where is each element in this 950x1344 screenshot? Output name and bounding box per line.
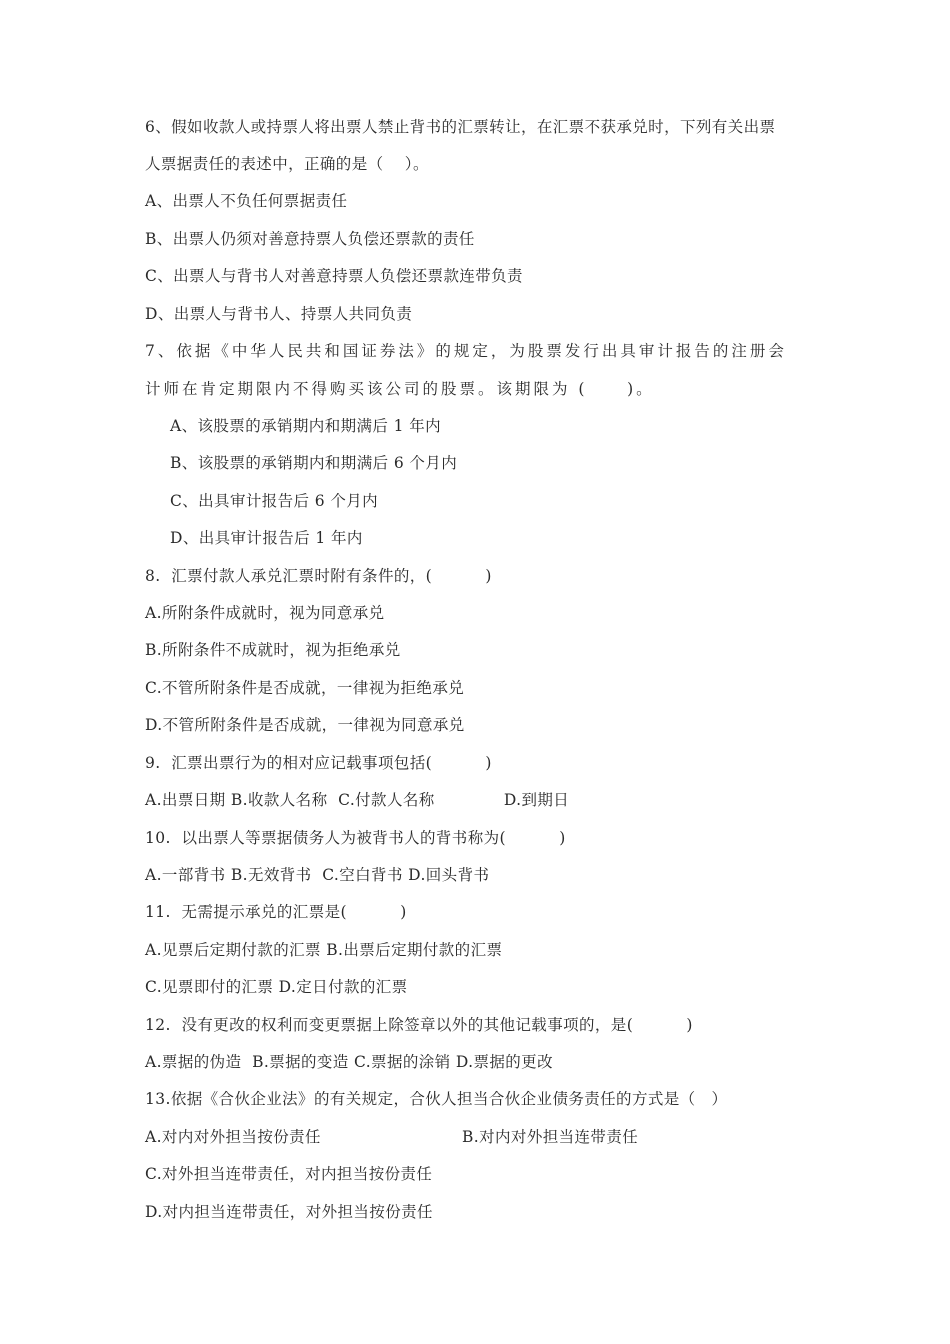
question-7-option-d: D、出具审计报告后 1 年内 <box>170 529 363 547</box>
question-6-option-d: D、出票人与背书人、持票人共同负责 <box>145 305 413 323</box>
question-7-option-a: A、该股票的承销期内和期满后 1 年内 <box>170 417 442 435</box>
question-9-stem: 9. 汇票出票行为的相对应记载事项包括( ) <box>145 754 492 772</box>
question-11-options-line-1: A.见票后定期付款的汇票 B.出票后定期付款的汇票 <box>145 941 503 959</box>
question-12-stem: 12. 没有更改的权利而变更票据上除签章以外的其他记载事项的，是( ) <box>145 1016 693 1034</box>
question-6-option-c: C、出票人与背书人对善意持票人负偿还票款连带负责 <box>145 267 523 285</box>
question-10-options: A.一部背书 B.无效背书 C.空白背书 D.回头背书 <box>145 866 490 884</box>
question-13-stem: 13.依据《合伙企业法》的有关规定，合伙人担当合伙企业债务责任的方式是（ ） <box>145 1090 728 1108</box>
question-13-option-a: A.对内对外担当按份责任 <box>145 1128 321 1146</box>
question-7-option-b: B、该股票的承销期内和期满后 6 个月内 <box>170 454 458 472</box>
question-6-stem-line-2: 人票据责任的表述中，正确的是（ ）。 <box>145 155 429 173</box>
question-8-option-c: C.不管所附条件是否成就，一律视为拒绝承兑 <box>145 679 465 697</box>
question-13-option-d: D.对内担当连带责任，对外担当按份责任 <box>145 1203 433 1221</box>
question-10-stem: 10. 以出票人等票据债务人为被背书人的背书称为( ) <box>145 829 566 847</box>
question-8-option-a: A.所附条件成就时，视为同意承兑 <box>145 604 385 622</box>
question-13-option-c: C.对外担当连带责任，对内担当按份责任 <box>145 1165 433 1183</box>
question-7-option-c: C、出具审计报告后 6 个月内 <box>170 492 379 510</box>
question-6-option-a: A、出票人不负任何票据责任 <box>145 192 348 210</box>
question-11-stem: 11. 无需提示承兑的汇票是( ) <box>145 903 407 921</box>
question-8-option-d: D.不管所附条件是否成就，一律视为同意承兑 <box>145 716 465 734</box>
question-13-option-b: B.对内对外担当连带责任 <box>462 1128 639 1146</box>
question-11-options-line-2: C.见票即付的汇票 D.定日付款的汇票 <box>145 978 408 996</box>
question-7-stem-line-1: 7、依据《中华人民共和国证券法》的规定，为股票发行出具审计报告的注册会 <box>145 342 787 360</box>
question-12-options: A.票据的伪造 B.票据的变造 C.票据的涂销 D.票据的更改 <box>145 1053 553 1071</box>
question-9-options: A.出票日期 B.收款人名称 C.付款人名称 D.到期日 <box>145 791 570 809</box>
question-6-option-b: B、出票人仍须对善意持票人负偿还票款的责任 <box>145 230 475 248</box>
question-6-stem-line-1: 6、假如收款人或持票人将出票人禁止背书的汇票转让，在汇票不获承兑时，下列有关出票 <box>145 118 776 136</box>
question-8-option-b: B.所附条件不成就时，视为拒绝承兑 <box>145 641 401 659</box>
question-7-stem-line-2: 计师在肯定期限内不得购买该公司的股票。该期限为 ( )。 <box>145 380 655 398</box>
question-8-stem: 8. 汇票付款人承兑汇票时附有条件的，( ) <box>145 567 492 585</box>
